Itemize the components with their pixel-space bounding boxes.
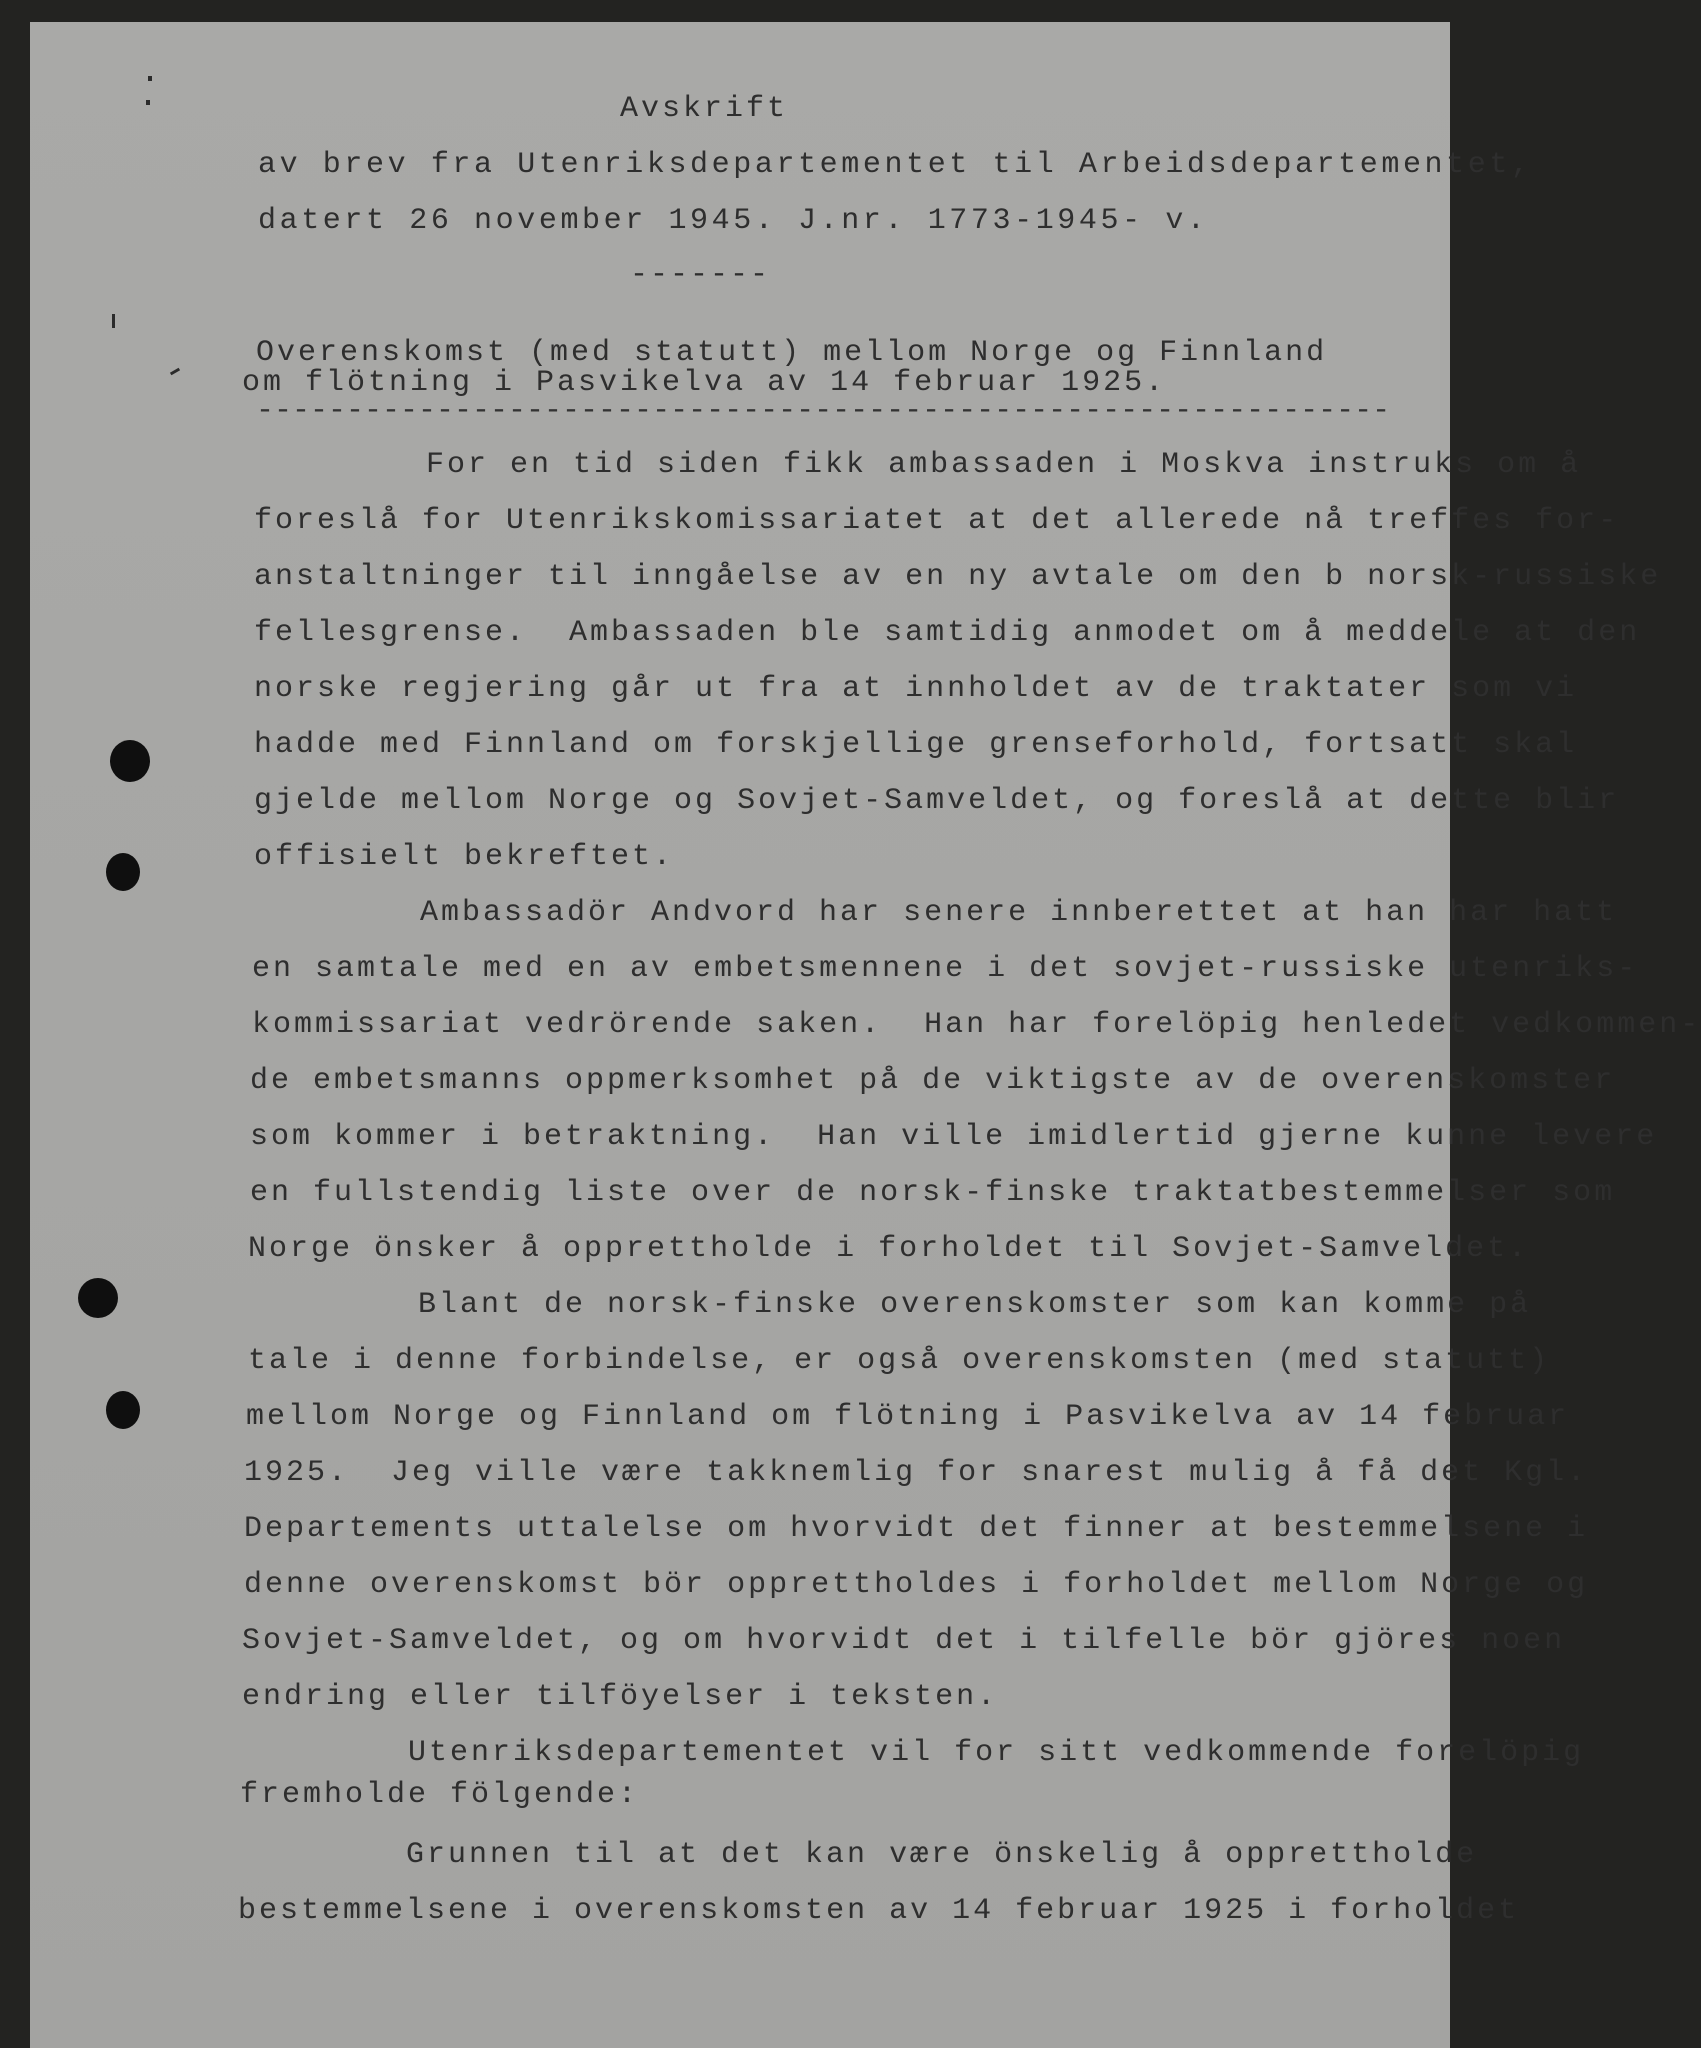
letter-reference-line: av brev fra Utenriksdepartementet til Arbeidsdepartementet, <box>258 148 1533 182</box>
body-line: de embetsmanns oppmerksomhet på de viktigste av de overenskomster <box>250 1064 1616 1098</box>
body-line: kommissariat vedrörende saken. Han har forelöpig henledet vedkommen- <box>252 1008 1701 1042</box>
body-line: Norge önsker å opprettholde i forholdet til Sovjet-Samveldet. <box>248 1232 1530 1266</box>
body-line: fremholde fölgende: <box>240 1778 640 1812</box>
body-line: 1925. Jeg ville være takknemlig for snarest mulig å få det Kgl. <box>244 1456 1589 1490</box>
body-line: Utenriksdepartementet vil for sitt vedkommende forelöpig <box>408 1736 1585 1770</box>
body-line: som kommer i betraktning. Han ville imidlertid gjerne kunne levere <box>250 1120 1658 1154</box>
punch-hole <box>106 1391 140 1429</box>
body-line: gjelde mellom Norge og Sovjet-Samveldet, og foreslå at dette blir <box>254 784 1620 818</box>
body-line: bestemmelsene i overenskomsten av 14 februar 1925 i forholdet <box>238 1894 1520 1928</box>
body-line: Sovjet-Samveldet, og om hvorvidt det i tilfelle bör gjöres noen <box>242 1624 1566 1658</box>
body-line: hadde med Finnland om forskjellige grenseforhold, fortsatt skal <box>254 728 1578 762</box>
document-heading: Avskrift <box>620 92 789 126</box>
margin-mark <box>148 76 152 81</box>
margin-mark <box>112 314 115 328</box>
subject-underline: --------------------------------------------------------------- <box>256 394 1391 428</box>
body-line: Blant de norsk-finske overenskomster som kan komme på <box>418 1288 1532 1322</box>
body-line: foreslå for Utenrikskomissariatet at det allerede nå treffes for- <box>254 504 1620 538</box>
body-line: mellom Norge og Finnland om flötning i Pasvikelva av 14 februar <box>246 1400 1570 1434</box>
body-line: Ambassadör Andvord har senere innberettet at han har hatt <box>420 896 1618 930</box>
margin-mark <box>146 100 150 105</box>
separator-rule: ------- <box>630 258 771 292</box>
body-line: norske regjering går ut fra at innholdet av de traktater som vi <box>254 672 1578 706</box>
subject-line: om flötning i Pasvikelva av 14 februar 1925. <box>242 366 1167 400</box>
body-line: denne overenskomst bör opprettholdes i forholdet mellom Norge og <box>244 1568 1589 1602</box>
body-line: Departements uttalelse om hvorvidt det finner at bestemmelsene i <box>244 1512 1589 1546</box>
body-line: fellesgrense. Ambassaden ble samtidig anmodet om å meddele at den <box>254 616 1641 650</box>
body-line: offisielt bekreftet. <box>254 840 675 874</box>
body-line: Grunnen til at det kan være önskelig å opprettholde <box>406 1838 1478 1872</box>
body-line: en fullstendig liste over de norsk-finske traktatbestemmelser som <box>250 1176 1616 1210</box>
punch-hole <box>110 740 150 782</box>
body-line: en samtale med en av embetsmennene i det sovjet-russiske utenriks- <box>252 952 1639 986</box>
punch-hole <box>106 853 140 891</box>
body-line: tale i denne forbindelse, er også overenskomsten (med statutt) <box>248 1344 1551 1378</box>
subject-line: Overenskomst (med statutt) mellom Norge og Finnland <box>256 336 1328 370</box>
letter-reference-line: datert 26 november 1945. J.nr. 1773-1945- v. <box>258 204 1209 238</box>
body-line: anstaltninger til inngåelse av en ny avtale om den b norsk-russiske <box>254 560 1662 594</box>
punch-hole <box>78 1278 118 1318</box>
body-line: For en tid siden fikk ambassaden i Moskva instruks om å <box>426 448 1582 482</box>
body-line: endring eller tilföyelser i teksten. <box>242 1680 999 1714</box>
